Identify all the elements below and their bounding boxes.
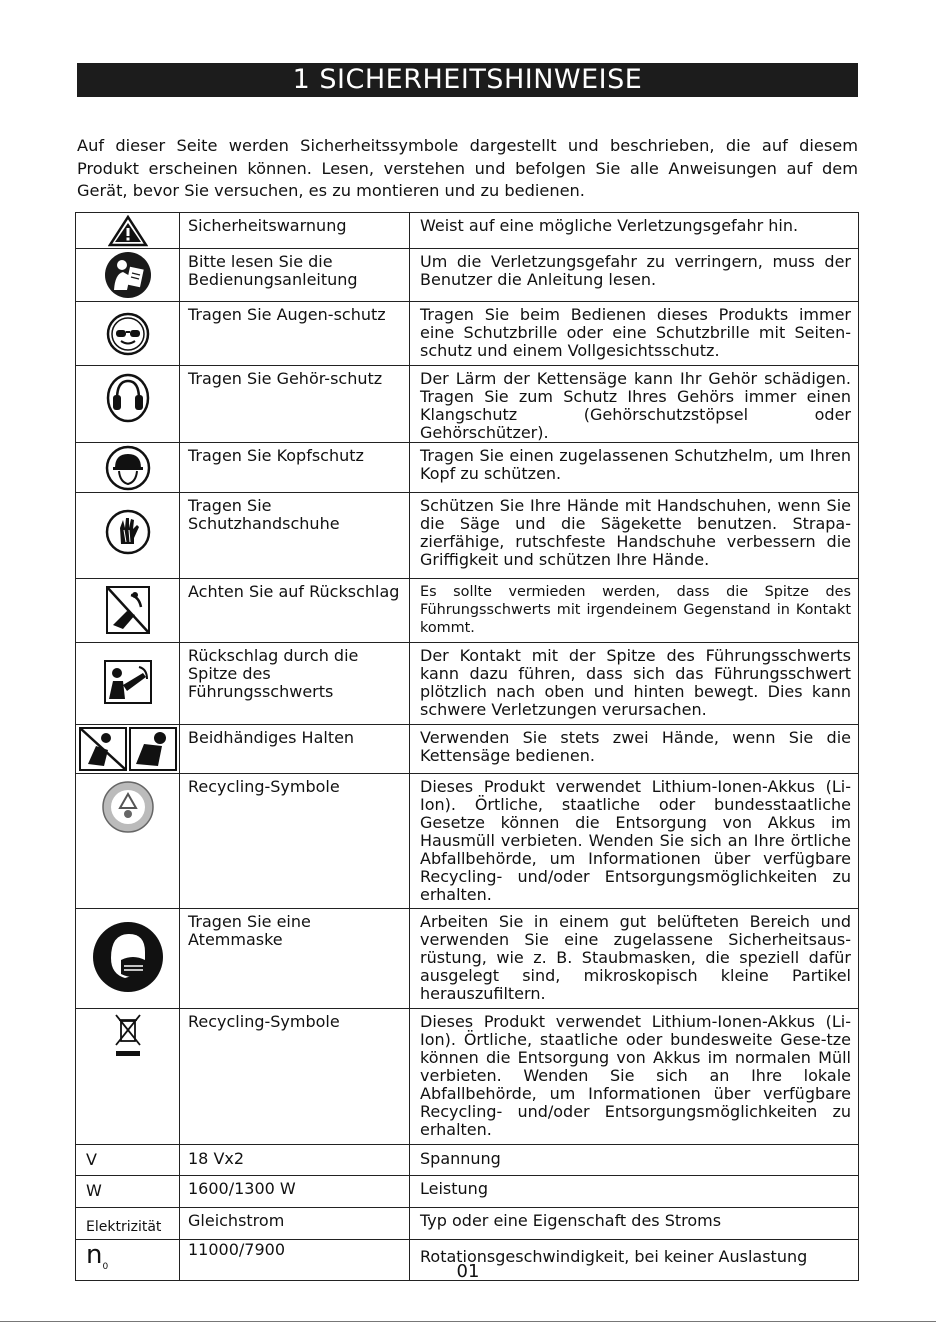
intro-text: Auf dieser Seite werden Sicherheitssymbole dargestellt und beschrieben, die auf diesem Produkt erscheinen können. Lesen, verstehen und befolgen Sie alle Anweisungen auf dem Gerät, bevor Sie versuchen, es zu montieren und zu bedienen. [77, 136, 858, 200]
table-row [76, 1009, 859, 1145]
eye-protection-icon [105, 311, 151, 357]
gloves-icon [104, 508, 152, 556]
symbol-name: Tragen Sie Augen-schutz [180, 302, 410, 366]
symbol-name: Tragen Sie Gehör-schutz [180, 366, 410, 443]
symbol-name: Bitte lesen Sie die Bedienungsanleitung [180, 249, 410, 302]
table-row [76, 493, 859, 579]
rpm-symbol-subscript: 0 [102, 1262, 109, 1273]
symbol-name: Recycling-Symbole [180, 1009, 410, 1145]
table-row [76, 213, 859, 249]
table-row [76, 1145, 859, 1176]
unit-description: Rotationsgeschwindigkeit, bei keiner Auslastung [410, 1240, 859, 1281]
recycling-seal-icon [101, 780, 155, 834]
unit-description: Spannung [410, 1145, 859, 1176]
read-manual-icon [103, 250, 153, 300]
table-row [76, 909, 859, 1009]
unit-value: 1600/1300 W [180, 1176, 410, 1208]
symbol-description: Weist auf eine mögliche Verletzungsgefahr hin. [410, 213, 859, 249]
kickback-icon [105, 585, 151, 635]
symbol-description: Tragen Sie einen zugelassenen Schutzhelm, um Ihren Kopf zu schützen. [410, 443, 859, 493]
page-title: 1 SICHERHEITSHINWEISE [77, 63, 858, 97]
symbol-name: Recycling-Symbole [180, 774, 410, 909]
head-protection-icon [104, 444, 152, 492]
table-row [76, 579, 859, 643]
symbol-description: Schützen Sie Ihre Hände mit Handschuhen, wenn Sie die Säge und die Sägekette benutzen. Strapa-zierfähige, rutschfeste Handschuhe verbessern die Griffigkeit und schützen Ihre Hände. [410, 493, 859, 579]
symbol-name: Rückschlag durch die Spitze des Führungsschwerts [180, 643, 410, 725]
symbol-description: Tragen Sie beim Bedienen dieses Produkts immer eine Schutzbrille oder eine Schutzbrille mit Seiten-schutz und einem Vollgesichtsschutz. [410, 302, 859, 366]
unit-value: 11000/7900 [180, 1240, 410, 1281]
rpm-symbol: n [86, 1240, 103, 1270]
symbol-name: Tragen Sie Schutzhandschuhe [180, 493, 410, 579]
symbol-description: Dieses Produkt verwendet Lithium-Ionen-Akkus (Li-Ion). Örtliche, staatliche oder bundesstaatliche Gesetze können die Entsorgung von Akkus im Hausmüll verbieten. Wenden Sie sich an Ihre örtliche Abfallbehörde, um Informationen über verfügbare Recycling- und/oder Entsorgungsmöglichkeiten zu erhalten. [410, 774, 859, 909]
table-row [76, 1208, 859, 1240]
table-row [76, 643, 859, 725]
symbol-name: Tragen Sie eine Atemmaske [180, 909, 410, 1009]
table-row [76, 1176, 859, 1208]
symbol-description [410, 366, 859, 443]
table-row [76, 774, 859, 909]
table-row [76, 366, 859, 443]
symbol-description: Der Kontakt mit der Spitze des Führungsschwerts kann dazu führen, dass sich das Führungsschwert plötzlich nach oben und hinten bewegt. Dies kann schwere Verletzungen verursachen. [410, 643, 859, 725]
symbol-description: Dieses Produkt verwendet Lithium-Ionen-Akkus (Li-Ion). Örtliche, staatliche oder bundesweite Gese-tze können die Entsorgung von Akkus im normalen Müll verbieten. Wenden Sie sich an Ihre lokale Abfallbehörde, um Informationen über verfügbare Recycling- und/oder Entsorgungsmöglichkeiten zu erhalten. [410, 1009, 859, 1145]
symbol-name: Sicherheitswarnung [180, 213, 410, 249]
warning-triangle-icon [108, 215, 148, 247]
symbol-description-text: Der Lärm der Kettensäge kann Ihr Gehör schädigen. Tragen Sie zum Schutz Ihres Gehörs immer einen Klangschutz (Gehörschutzstöpsel oder Gehörschützer). [420, 369, 851, 442]
respirator-icon [91, 920, 165, 994]
crossed-bin-icon [113, 1013, 143, 1059]
page-divider [0, 1321, 936, 1322]
symbol-name: Achten Sie auf Rückschlag [180, 579, 410, 643]
unit-value: 18 Vx2 [180, 1145, 410, 1176]
table-row [76, 443, 859, 493]
two-hands-icon [78, 726, 178, 772]
safety-symbols-table [75, 212, 859, 1281]
symbol-description: Arbeiten Sie in einem gut belüfteten Bereich und verwenden Sie eine zugelassene Sicherheitsaus-rüstung, wie z. B. Staubmasken, die speziell dafür ausgelegt sind, mikroskopisch kleine Partikel herauszufiltern. [410, 909, 859, 1009]
symbol-name: Tragen Sie Kopfschutz [180, 443, 410, 493]
table-row [76, 249, 859, 302]
table-row [76, 302, 859, 366]
unit-description: Typ oder eine Eigenschaft des Stroms [410, 1208, 859, 1240]
ear-protection-icon [105, 373, 151, 423]
symbol-description: Um die Verletzungsgefahr zu verringern, muss der Benutzer die Anleitung lesen. [410, 249, 859, 302]
unit-symbol: W [86, 1181, 102, 1200]
kickback-tip-icon [103, 659, 153, 705]
unit-description: Leistung [410, 1176, 859, 1208]
symbol-description: Es sollte vermieden werden, dass die Spitze des Führungsschwerts mit irgendeinem Gegenstand in Kontakt kommt. [410, 579, 859, 643]
unit-symbol: V [86, 1150, 97, 1169]
table-row [76, 725, 859, 774]
unit-value: Gleichstrom [180, 1208, 410, 1240]
page-number: 01 [456, 1261, 480, 1282]
unit-symbol: Elektrizität [86, 1219, 162, 1235]
symbol-name: Beidhändiges Halten [180, 725, 410, 774]
symbol-description: Verwenden Sie stets zwei Hände, wenn Sie die Kettensäge bedienen. [410, 725, 859, 774]
